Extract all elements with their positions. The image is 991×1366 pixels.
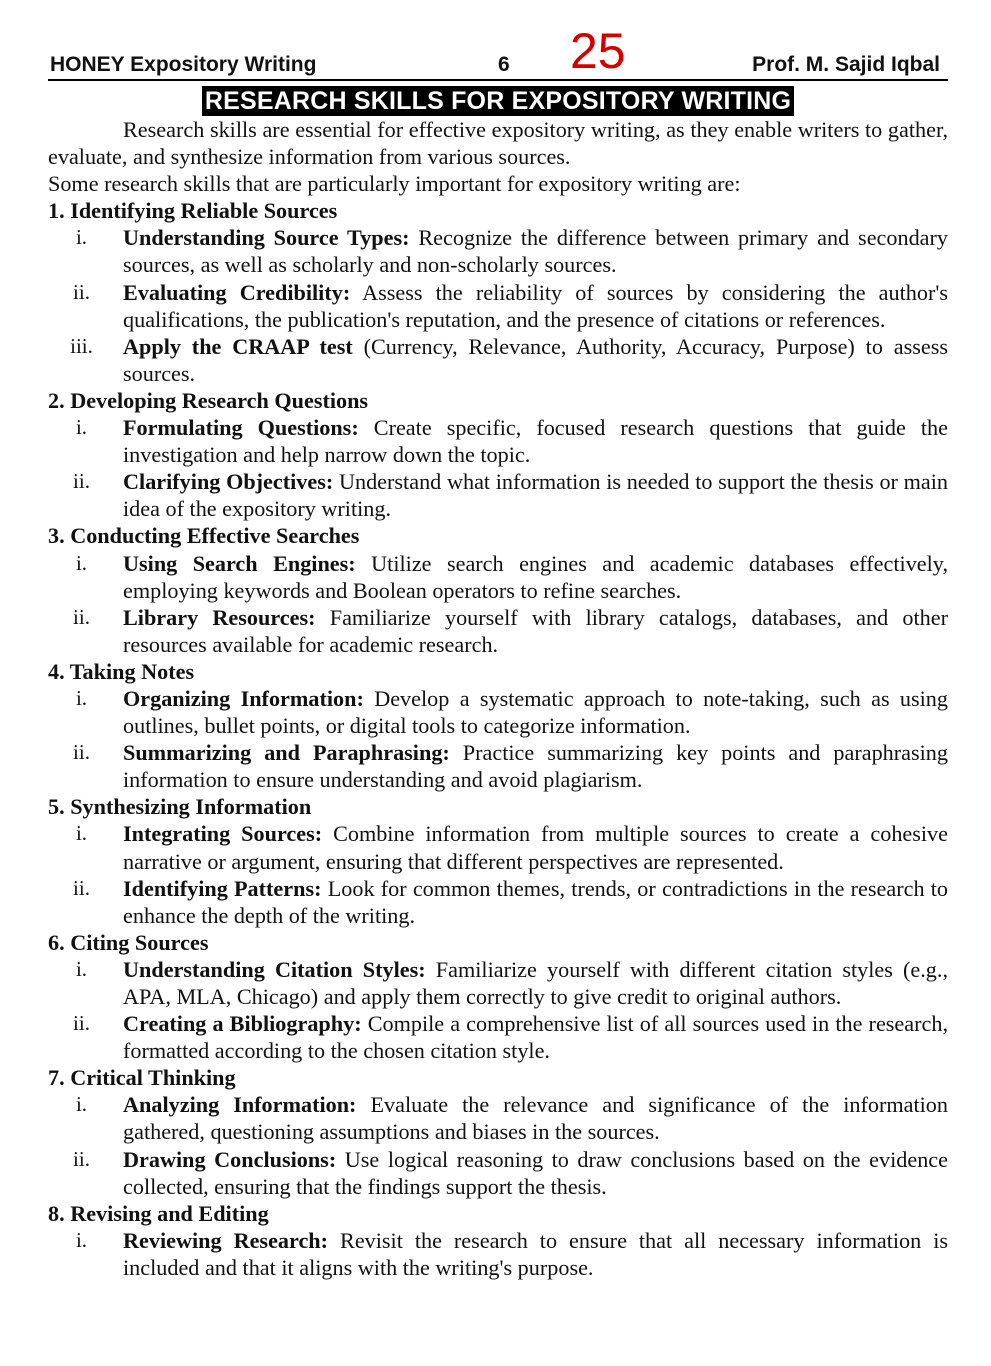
item-term: Drawing Conclusions: — [123, 1146, 337, 1172]
item-description: Recognize the difference between primary and secondary sources, as well as scholarly and non-scholarly sources. — [123, 225, 948, 278]
section-heading: 4. Taking Notes — [48, 658, 195, 684]
item-description: Assess the reliability of sources by considering the author's qualifications, the publication's reputation, and the presence of citations or references. — [123, 279, 948, 332]
item-text — [123, 333, 948, 387]
header-author: Prof. M. Sajid Iqbal — [752, 53, 940, 76]
item-numeral: i. — [75, 415, 88, 440]
item-term: Reviewing Research: — [123, 1227, 329, 1253]
list-item — [48, 956, 948, 1010]
list-item — [48, 468, 948, 522]
item-numeral: ii. — [73, 740, 90, 765]
document-body — [48, 116, 948, 1281]
item-text — [123, 956, 948, 1010]
list-item — [48, 739, 948, 793]
title-wrap — [48, 86, 948, 116]
item-term: Identifying Patterns: — [123, 875, 322, 901]
list-item — [48, 550, 948, 604]
item-term: Analyzing Information: — [123, 1092, 357, 1118]
section-heading: 2. Developing Research Questions — [48, 387, 369, 413]
list-item — [48, 279, 948, 333]
item-term: Library Resources: — [123, 604, 316, 630]
item-description: Understand what information is needed to support the thesis or main idea of the expository writing. — [123, 469, 948, 522]
sections-list — [48, 197, 948, 1281]
item-term: Using Search Engines: — [123, 550, 356, 576]
section-heading: 6. Citing Sources — [48, 929, 209, 955]
item-text — [123, 224, 948, 278]
list-item — [48, 414, 948, 468]
list-item — [48, 1010, 948, 1064]
item-numeral: ii. — [73, 1011, 90, 1036]
item-numeral: i. — [75, 1092, 88, 1117]
list-item — [48, 820, 948, 874]
page-title: RESEARCH SKILLS FOR EXPOSITORY WRITING — [202, 86, 794, 116]
item-term: Summarizing and Paraphrasing: — [123, 740, 450, 766]
item-text — [123, 1146, 948, 1200]
item-description: Develop a systematic approach to note-taking, such as using outlines, bullet points, or digital tools to categorize information. — [123, 685, 948, 739]
item-description: Familiarize yourself with different citation styles (e.g., APA, MLA, Chicago) and apply them correctly to give credit to original authors. — [123, 956, 948, 1009]
header-rule — [48, 79, 948, 81]
list-item — [48, 604, 948, 658]
list-item — [48, 333, 948, 387]
item-text — [123, 685, 948, 739]
list-item — [48, 1146, 948, 1200]
item-numeral: i. — [75, 821, 88, 846]
item-numeral: ii. — [73, 875, 90, 900]
list-item — [48, 1091, 948, 1145]
item-description: Combine information from multiple sources to create a cohesive narrative or argument, ensuring that different perspectives are represented. — [123, 821, 949, 874]
item-text — [123, 279, 948, 333]
list-item — [48, 685, 948, 739]
item-text — [123, 550, 948, 604]
item-text — [123, 1091, 948, 1145]
item-text — [123, 604, 948, 658]
header-book-title: HONEY Expository Writing — [50, 53, 317, 76]
item-description: (Currency, Relevance, Authority, Accuracy, Purpose) to assess sources. — [123, 333, 948, 386]
item-description: Familiarize yourself with library catalogs, databases, and other resources available for academic research. — [123, 604, 948, 657]
item-text — [123, 468, 948, 522]
item-term: Understanding Citation Styles: — [123, 956, 426, 982]
item-description: Evaluate the relevance and significance of the information gathered, questioning assumptions and biases in the sources. — [123, 1092, 948, 1145]
item-description: Utilize search engines and academic databases effectively, employing keywords and Boolean operators to refine searches. — [123, 550, 949, 603]
section-heading: 1. Identifying Reliable Sources — [48, 198, 338, 224]
intro-paragraph: Research skills are essential for effective expository writing, as they enable writers to gather, evaluate, and synthesize information from various sources. — [48, 117, 948, 170]
item-numeral: iii. — [70, 333, 93, 358]
item-term: Formulating Questions: — [123, 415, 359, 441]
item-term: Clarifying Objectives: — [123, 469, 334, 495]
item-numeral: ii. — [73, 1146, 90, 1171]
section-heading: 3. Conducting Effective Searches — [48, 523, 360, 549]
item-description: Use logical reasoning to draw conclusions based on the evidence collected, ensuring that the findings support the thesis. — [123, 1146, 948, 1199]
item-term: Integrating Sources: — [123, 821, 323, 847]
item-description: Revisit the research to ensure that all necessary information is included and that it aligns with the writing's purpose. — [123, 1227, 948, 1280]
section-heading: 8. Revising and Editing — [48, 1200, 269, 1226]
item-numeral: ii. — [73, 469, 90, 494]
item-text — [123, 739, 948, 793]
item-text — [123, 1010, 948, 1064]
item-text — [123, 1227, 948, 1281]
item-term: Apply the CRAAP test — [123, 333, 353, 359]
item-numeral: i. — [75, 685, 88, 710]
item-numeral: ii. — [73, 604, 90, 629]
item-term: Evaluating Credibility: — [123, 279, 351, 305]
item-description: Compile a comprehensive list of all sources used in the research, formatted according to the chosen citation style. — [123, 1011, 948, 1064]
list-item — [48, 224, 948, 278]
item-description: Look for common themes, trends, or contradictions in the research to enhance the depth of the writing. — [123, 875, 949, 928]
list-item — [48, 875, 948, 929]
item-term: Understanding Source Types: — [123, 225, 410, 251]
list-item — [48, 1227, 948, 1281]
item-text — [123, 414, 948, 468]
intro-lead: Some research skills that are particularly important for expository writing are: — [48, 171, 741, 197]
item-description: Create specific, focused research questions that guide the investigation and help narrow down the topic. — [123, 415, 948, 468]
item-numeral: i. — [75, 550, 88, 575]
item-text — [123, 820, 948, 874]
header-chapter-number: 6 — [498, 53, 510, 76]
item-numeral: ii. — [73, 279, 90, 304]
document-page — [48, 22, 948, 1281]
item-numeral: i. — [75, 956, 88, 981]
page-number: 25 — [570, 23, 626, 79]
item-term: Organizing Information: — [123, 685, 364, 711]
item-text — [123, 875, 948, 929]
item-numeral: i. — [75, 225, 88, 250]
section-heading: 5. Synthesizing Information — [48, 794, 312, 820]
item-term: Creating a Bibliography: — [123, 1011, 362, 1037]
page-header — [48, 22, 948, 82]
section-heading: 7. Critical Thinking — [48, 1065, 236, 1091]
item-numeral: i. — [75, 1227, 88, 1252]
item-description: Practice summarizing key points and paraphrasing information to ensure understanding and avoid plagiarism. — [123, 740, 948, 793]
